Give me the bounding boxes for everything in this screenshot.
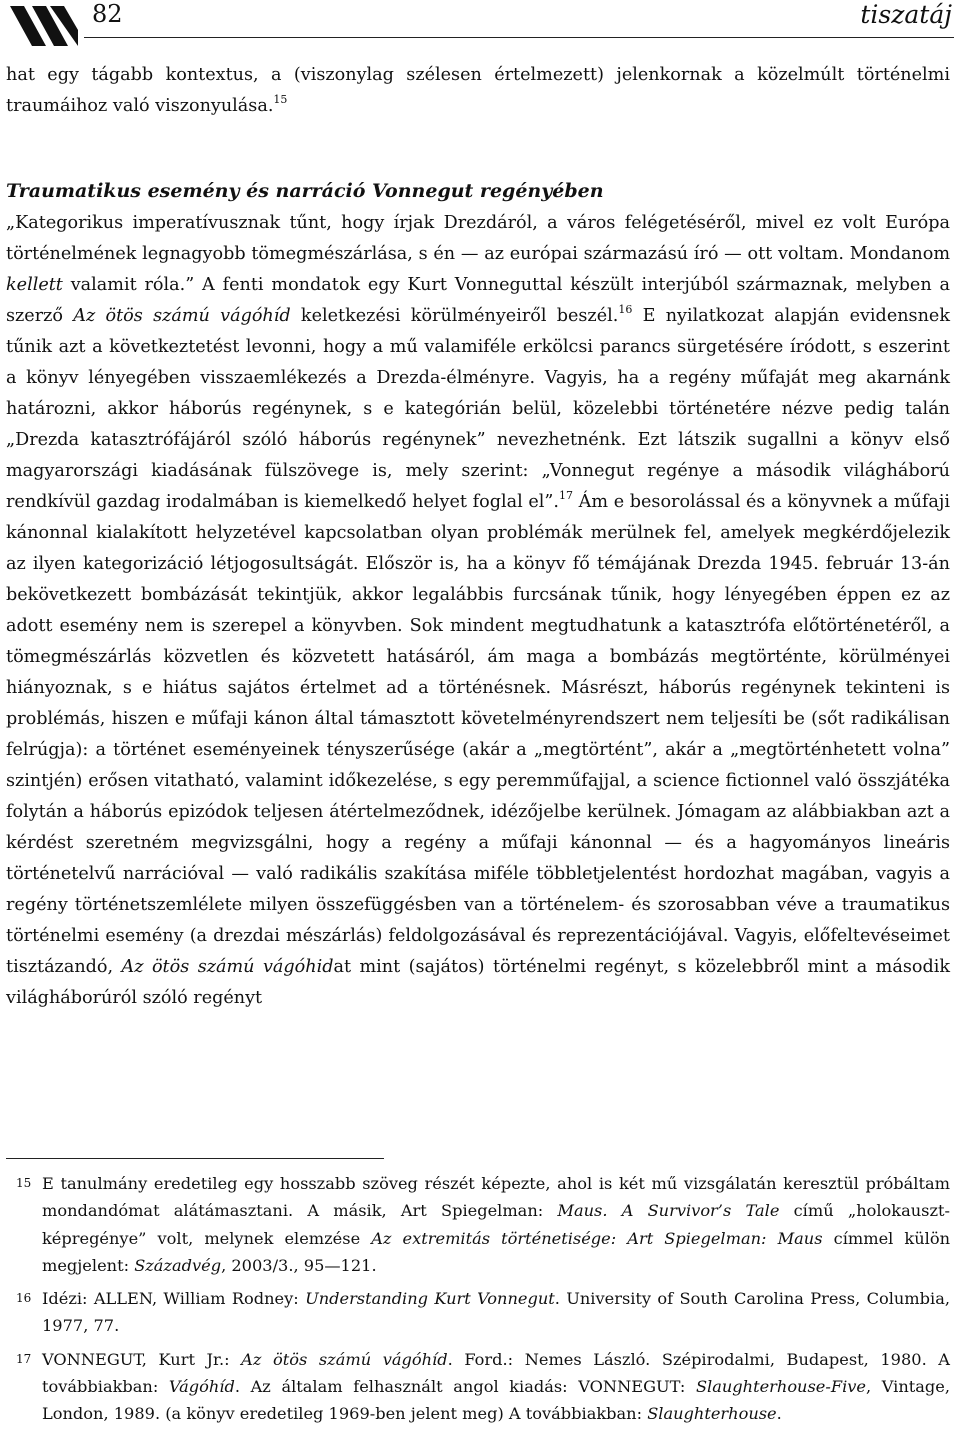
footnote-17: 17 VONNEGUT, Kurt Jr.: Az ötös számú vágóhíd. Ford.: Nemes László. Szépirodalmi, Budapest, 1980. A továbbiakban: Vágóhíd. Az általam felhasznált angol kiadás: VONNEGUT: Slaughterhouse-Five, Vintage, London, 1989. (a könyv eredetileg 1969-ben jelent meg) A továbbiakban: Slaughterhouse. [6,1346,950,1428]
section-heading: Traumatikus esemény és narráció Vonnegut regényében [6,180,604,202]
article-body [6,60,950,1014]
main-paragraph: „Kategorikus imperatívusznak tűnt, hogy írjak Drezdáról, a város felégetéséről, mivel ez volt Európa történelmének legnagyobb tömegmészárlása, s én — az európai származású író — ott voltam. Mondanom kellett valamit róla.” A fenti mondatok egy Kurt Vonneguttal készült interjúból származnak, melyben a szerző Az ötös számú vágóhíd keletkezési körülményeiről beszél.$^{16}$ E nyilatkozat alapján evidensnek tűnik azt a következtetést levonni, hogy a mű valamiféle erkölcsi parancs sürgetésére íródott, s eszerint a könyv lényegében visszaemlékezés a Drezda-élményre. Vagyis, ha a regény műfaját meg akarnánk határozni, akkor háborús regénynek, s e kategórián belül, közelebbi történetére nézve pedig talán „Drezda katasztrófájáról szóló háborús regénynek” nevezhetnénk. Ezt látszik sugallni a könyv első magyarországi kiadásának fülszövege is, mely szerint: „Vonnegut regénye a második világháború rendkívül gazdag irodalmában is kiemelkedő helyet foglal el”.$^{17}$ Ám e besorolással és a könyvnek a műfaji kánonnal kialakított helyzetével kapcsolatban olyan problémák merülnek fel, amelyek megkérdőjelezik az ilyen kategorizáció létjogosultságát. Először is, ha a könyv fő témájának Drezda 1945. február 13-án bekövetkezett bombázását tekintjük, akkor legalábbis furcsának tűnik, hogy lényegében éppen ez az adott esemény nem is szerepel a könyvben. Sok mindent megtudhatunk a katasztrófa előtörténetéről, a tömegmészárlás közvetlen és közvetett hatásáról, ám maga a bombázás megtörténte, körülményei hiányoznak, s e hiátus sajátos értelmet ad a történésnek. Másrészt, háborús regénynek tekinteni is problémás, hiszen e műfaji kánon által támasztott követelményrendszert nem teljesíti be (sőt radikálisan felrúgja): a történet eseményeinek tényszerűsége (akár a „megtörtént”, akár a „megtörténhetett volna” szintjén) erősen vitatható, valamint időkezelése, s egy peremműfajjal, a science fictionnel való összjátéka folytán a háborús epizódok teljesen átértelmeződnek, idézőjelbe kerülnek. Jómagam az alábbiakban azt a kérdést szeretném megvizsgálni, hogy a regény a műfaji kánonnal — és a hagyományos lineáris történetelvű narrációval — való radikális szakítása miféle többletjelentést hordozhat magában, vagyis a regény történetszemlélete milyen összefüggésben van a történelem- és szorosabban véve a traumatikus történelmi esemény (a drezdai mészárlás) feldolgozásával és reprezentációjával. Vagyis, előfeltevéseimet tisztázandó, Az ötös számú vágóhidat mint (sajátos) történelmi regényt, s közelebbről mint a második világháborúról szóló regényt [6,213,950,1008]
footnote-ref-15: 15 [273,93,288,107]
footnotes [6,1170,950,1434]
lead-paragraph: hat egy tágabb kontextus, a (viszonylag szélesen értelmezett) jelenkornak a közelmúlt történelmi traumáihoz való viszonyulása.$^{15}$ [6,65,950,116]
header-rule [84,37,954,38]
journal-title: tiszatáj [860,0,952,29]
footnote-16: 16 Idézi: ALLEN, William Rodney: Understanding Kurt Vonnegut. University of South Carolina Press, Columbia, 1977, 77. [6,1285,950,1340]
book-title: Az ötös számú vágóhíd [73,306,291,326]
page-header [0,0,960,52]
footnote-number: 17 [16,1351,32,1366]
footnote-ref-17: 17 [559,489,573,503]
page-number: 82 [92,0,123,28]
footnote-15: 15 E tanulmány eredetileg egy hosszabb szöveg részét képezte, ahol is két mű vizsgálatán keresztül próbáltam mondandómat alátámasztani. A másik, Art Spiegelman: Maus. A Survivor’s Tale című „holokauszt-képregénye” volt, melynek elemzése Az extremitás történetisége: Art Spiegelman: Maus címmel külön megjelent: Századvég, 2003/3., 95—121. [6,1170,950,1279]
journal-logo-icon [10,6,78,46]
footnote-rule [6,1158,384,1159]
footnote-number: 16 [16,1291,32,1306]
footnote-ref-16: 16 [618,303,633,317]
book-title: Az ötös számú vágóhid [121,957,334,977]
footnote-number: 15 [16,1176,32,1190]
